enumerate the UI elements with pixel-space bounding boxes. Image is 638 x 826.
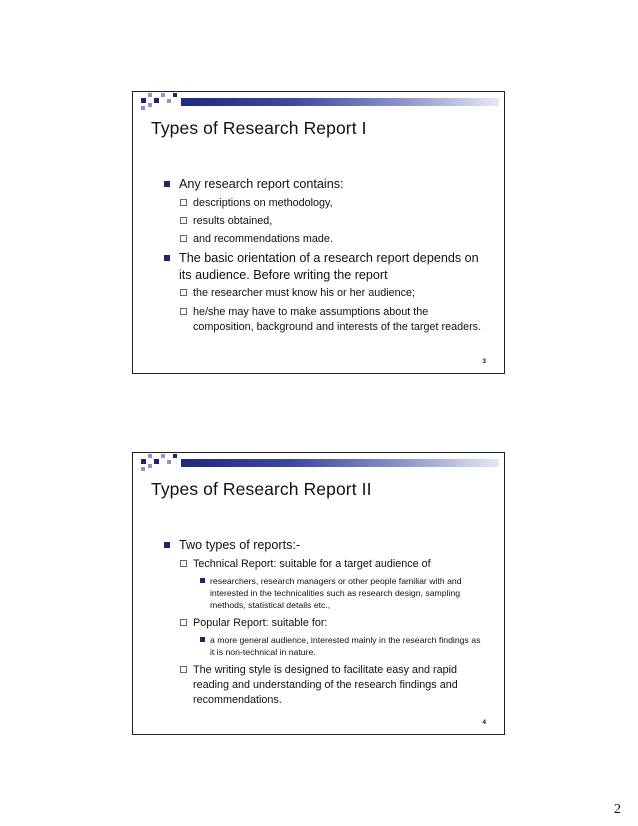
slide-content bbox=[133, 537, 506, 711]
bullet-text: descriptions on methodology, bbox=[193, 196, 333, 209]
bullet-item bbox=[133, 250, 506, 283]
decorative-gradient-bar bbox=[181, 459, 499, 467]
sub-bullet-item bbox=[133, 196, 506, 211]
decorative-square bbox=[167, 460, 171, 464]
bullet-text: he/she may have to make assumptions about the composition, background and interests of the target readers. bbox=[193, 305, 482, 333]
slide-4 bbox=[132, 452, 505, 735]
bullet-text: Technical Report: suitable for a target audience of bbox=[193, 557, 431, 570]
decorative-gradient-bar bbox=[181, 98, 499, 106]
bullet-text: and recommendations made. bbox=[193, 233, 333, 246]
decorative-square bbox=[154, 98, 159, 103]
page-number: 2 bbox=[614, 802, 621, 817]
sub-bullet-item bbox=[133, 305, 506, 336]
bullet-text: Any research report contains: bbox=[179, 177, 344, 191]
bullet-text: researchers, research managers or other people familiar with and interested in the technicalities such as research design, sampling methods, statistical details etc., bbox=[210, 575, 462, 611]
decorative-square bbox=[141, 467, 145, 471]
decorative-square bbox=[161, 93, 165, 97]
sub-bullet-item bbox=[133, 214, 506, 229]
decorative-square bbox=[148, 93, 152, 97]
hollow-square-bullet-icon bbox=[180, 619, 187, 626]
hollow-square-bullet-icon bbox=[180, 666, 187, 673]
square-bullet-icon bbox=[164, 181, 170, 187]
decorative-square bbox=[161, 454, 165, 458]
bullet-text: Two types of reports:- bbox=[179, 538, 301, 552]
sub-bullet-item bbox=[133, 663, 506, 709]
decorative-square bbox=[173, 454, 177, 458]
title-decoration bbox=[133, 453, 506, 473]
square-bullet-icon bbox=[200, 637, 205, 642]
bullet-text: the researcher must know his or her audience; bbox=[193, 287, 416, 300]
bullet-item bbox=[133, 176, 506, 193]
sub-bullet-item bbox=[133, 232, 506, 247]
hollow-square-bullet-icon bbox=[180, 217, 187, 224]
decorative-square bbox=[148, 103, 152, 107]
slide-3 bbox=[132, 91, 505, 374]
sub-sub-bullet-item bbox=[133, 575, 506, 612]
slide-title: Types of Research Report I bbox=[151, 118, 367, 138]
bullet-text: Popular Report: suitable for: bbox=[193, 616, 328, 629]
decorative-square bbox=[154, 459, 159, 464]
hollow-square-bullet-icon bbox=[180, 199, 187, 206]
hollow-square-bullet-icon bbox=[180, 308, 187, 315]
decorative-square bbox=[141, 106, 145, 110]
sub-bullet-item bbox=[133, 557, 506, 572]
bullet-text: results obtained, bbox=[193, 214, 273, 227]
bullet-text: The basic orientation of a research report depends on its audience. Before writing the report bbox=[179, 251, 479, 282]
sub-sub-bullet-item bbox=[133, 634, 506, 659]
bullet-item bbox=[133, 537, 506, 554]
square-bullet-icon bbox=[200, 578, 205, 583]
sub-bullet-item bbox=[133, 286, 506, 301]
decorative-square bbox=[173, 93, 177, 97]
sub-bullet-item bbox=[133, 616, 506, 631]
decorative-square bbox=[141, 98, 146, 103]
bullet-text: a more general audience, interested mainly in the research findings as it is non-technical in nature. bbox=[210, 634, 481, 658]
decorative-square bbox=[148, 454, 152, 458]
square-bullet-icon bbox=[164, 255, 170, 261]
decorative-square bbox=[148, 464, 152, 468]
slide-content bbox=[133, 176, 506, 338]
slide-number: 4 bbox=[482, 719, 486, 726]
hollow-square-bullet-icon bbox=[180, 235, 187, 242]
title-decoration bbox=[133, 92, 506, 112]
slide-number: 3 bbox=[482, 358, 486, 365]
hollow-square-bullet-icon bbox=[180, 289, 187, 296]
decorative-square bbox=[141, 459, 146, 464]
bullet-text: The writing style is designed to facilitate easy and rapid reading and understanding of the research findings and recommendations. bbox=[193, 663, 458, 707]
decorative-square bbox=[167, 99, 171, 103]
hollow-square-bullet-icon bbox=[180, 560, 187, 567]
square-bullet-icon bbox=[164, 542, 170, 548]
slide-title: Types of Research Report II bbox=[151, 479, 372, 499]
